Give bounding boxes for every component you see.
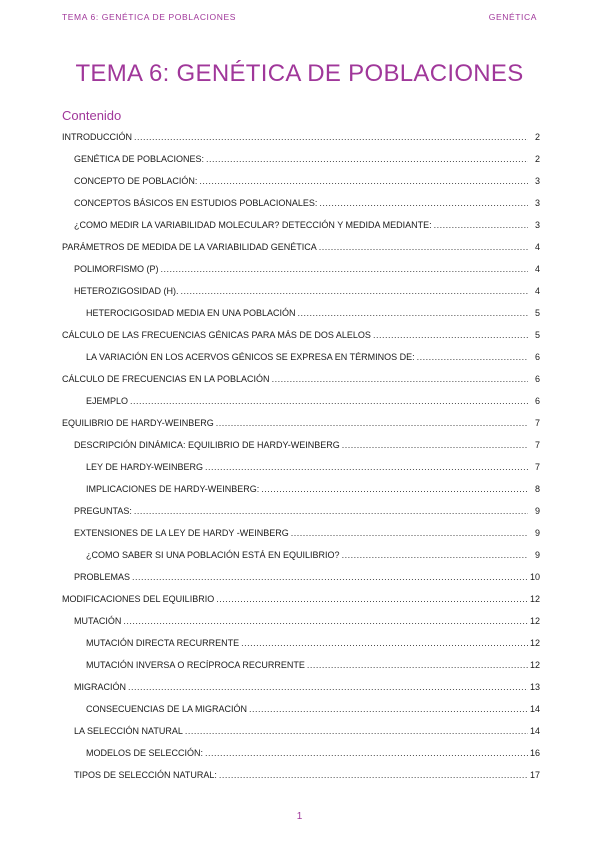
toc-entry-page: 7: [534, 440, 540, 450]
toc-entry-title: EXTENSIONES DE LA LEY DE HARDY -WEINBERG: [74, 528, 289, 538]
toc-entry-page: 7: [534, 418, 540, 428]
toc-entry[interactable]: [62, 278, 540, 300]
page-number: 1: [296, 811, 303, 822]
toc-entry-page: 12: [529, 660, 540, 670]
toc-entry-page: 7: [534, 462, 540, 472]
toc-dot-leader: [206, 153, 528, 165]
toc-entry-page: 3: [534, 198, 540, 208]
toc-entry-page: 3: [534, 176, 540, 186]
toc-entry[interactable]: [62, 234, 540, 256]
toc-entry-page: 3: [534, 220, 540, 230]
toc-dot-leader: [319, 197, 528, 209]
toc-entry-title: CONSECUENCIAS DE LA MIGRACIÓN: [86, 704, 248, 714]
toc-dot-leader: [291, 527, 528, 539]
toc-entry[interactable]: [62, 696, 540, 718]
toc-entry[interactable]: [62, 718, 540, 740]
toc-entry-page: 14: [529, 726, 540, 736]
toc-dot-leader: [134, 505, 528, 517]
toc-entry[interactable]: [62, 630, 540, 652]
page-title: TEMA 6: GENÉTICA DE POBLACIONES: [75, 60, 524, 87]
toc-entry-page: 14: [529, 704, 540, 714]
toc-dot-leader: [342, 439, 528, 451]
toc-dot-leader: [261, 483, 528, 495]
toc-dot-leader: [205, 461, 528, 473]
toc-entry[interactable]: [62, 564, 540, 586]
toc-entry-page: 6: [534, 374, 540, 384]
toc-dot-leader: [199, 175, 528, 187]
toc-entry[interactable]: [62, 608, 540, 630]
toc-entry-title: MUTACIÓN: [74, 616, 122, 626]
toc-entry[interactable]: [62, 476, 540, 498]
toc-dot-leader: [272, 373, 528, 385]
toc-entry-page: 16: [529, 748, 540, 758]
toc-dot-leader: [181, 285, 528, 297]
toc-entry[interactable]: [62, 762, 540, 784]
toc-entry[interactable]: [62, 300, 540, 322]
toc-entry[interactable]: [62, 542, 540, 564]
toc-entry-page: 4: [534, 286, 540, 296]
toc-entry-title: PROBLEMAS: [74, 572, 131, 582]
toc-entry-page: 17: [529, 770, 540, 780]
toc-entry[interactable]: [62, 674, 540, 696]
toc-entry-page: 4: [534, 264, 540, 274]
toc-dot-leader: [319, 241, 528, 253]
toc-entry-page: 10: [529, 572, 540, 582]
toc-entry-title: DESCRIPCIÓN DINÁMICA: EQUILIBRIO DE HARDY-WEINBERG: [74, 440, 340, 450]
toc-dot-leader: [205, 747, 528, 759]
toc-entry[interactable]: [62, 432, 540, 454]
toc-dot-leader: [216, 593, 528, 605]
toc-entry[interactable]: [62, 124, 540, 146]
toc-dot-leader: [216, 417, 528, 429]
table-of-contents: [62, 124, 540, 784]
toc-entry-page: 2: [534, 132, 540, 142]
toc-entry-title: CONCEPTOS BÁSICOS EN ESTUDIOS POBLACIONALES:: [74, 198, 318, 208]
toc-dot-leader: [241, 637, 528, 649]
toc-dot-leader: [130, 395, 528, 407]
toc-entry-title: INTRODUCCIÓN: [62, 132, 132, 142]
toc-entry[interactable]: [62, 652, 540, 674]
toc-entry-title: PREGUNTAS:: [74, 506, 132, 516]
toc-entry[interactable]: [62, 344, 540, 366]
contents-heading: Contenido: [62, 108, 122, 123]
toc-entry-title: TIPOS DE SELECCIÓN NATURAL:: [74, 770, 217, 780]
toc-entry[interactable]: [62, 212, 540, 234]
toc-entry-title: LEY DE HARDY-WEINBERG: [86, 462, 204, 472]
toc-entry-page: 13: [529, 682, 540, 692]
toc-dot-leader: [128, 681, 528, 693]
toc-entry-page: 6: [534, 352, 540, 362]
toc-entry-title: CONCEPTO DE POBLACIÓN:: [74, 176, 198, 186]
toc-entry-title: CÁLCULO DE FRECUENCIAS EN LA POBLACIÓN: [62, 374, 270, 384]
toc-entry[interactable]: [62, 498, 540, 520]
toc-dot-leader: [249, 703, 528, 715]
toc-entry-title: MIGRACIÓN: [74, 682, 127, 692]
toc-entry-title: MODELOS DE SELECCIÓN:: [86, 748, 204, 758]
toc-entry-title: LA SELECCIÓN NATURAL: [74, 726, 183, 736]
toc-entry[interactable]: [62, 168, 540, 190]
toc-entry-title: ¿COMO SABER SI UNA POBLACIÓN ESTÁ EN EQUILIBRIO?: [86, 550, 340, 560]
toc-entry[interactable]: [62, 410, 540, 432]
toc-entry-title: POLIMORFISMO (P): [74, 264, 159, 274]
toc-dot-leader: [373, 329, 528, 341]
toc-entry-title: MUTACIÓN INVERSA O RECÍPROCA RECURRENTE: [86, 660, 305, 670]
toc-entry-page: 2: [534, 154, 540, 164]
toc-entry[interactable]: [62, 388, 540, 410]
toc-entry[interactable]: [62, 366, 540, 388]
toc-entry[interactable]: [62, 740, 540, 762]
toc-entry-page: 5: [534, 308, 540, 318]
toc-entry[interactable]: [62, 190, 540, 212]
toc-entry-page: 9: [534, 506, 540, 516]
toc-dot-leader: [342, 549, 528, 561]
toc-entry-page: 9: [534, 550, 540, 560]
toc-dot-leader: [307, 659, 528, 671]
toc-entry-title: GENÉTICA DE POBLACIONES:: [74, 154, 205, 164]
header-right: GENÉTICA: [488, 12, 537, 22]
toc-entry[interactable]: [62, 146, 540, 168]
toc-entry-page: 12: [529, 594, 540, 604]
toc-entry[interactable]: [62, 520, 540, 542]
toc-entry-title: LA VARIACIÓN EN LOS ACERVOS GÉNICOS SE EXPRESA EN TÉRMINOS DE:: [86, 352, 415, 362]
toc-entry[interactable]: [62, 454, 540, 476]
toc-dot-leader: [434, 219, 528, 231]
toc-dot-leader: [123, 615, 528, 627]
toc-entry-title: MODIFICACIONES DEL EQUILIBRIO: [62, 594, 215, 604]
toc-entry-title: EQUILIBRIO DE HARDY-WEINBERG: [62, 418, 214, 428]
toc-entry[interactable]: [62, 256, 540, 278]
toc-entry-page: 4: [534, 242, 540, 252]
toc-dot-leader: [134, 131, 528, 143]
toc-entry-page: 6: [534, 396, 540, 406]
toc-entry-title: PARÁMETROS DE MEDIDA DE LA VARIABILIDAD GENÉTICA: [62, 242, 317, 252]
toc-entry-title: HETEROZIGOSIDAD (H).: [74, 286, 179, 296]
toc-entry-page: 8: [534, 484, 540, 494]
toc-entry-page: 12: [529, 638, 540, 648]
toc-dot-leader: [185, 725, 528, 737]
toc-dot-leader: [219, 769, 528, 781]
toc-dot-leader: [161, 263, 528, 275]
toc-entry-title: EJEMPLO: [86, 396, 129, 406]
running-header: [62, 12, 537, 22]
toc-entry[interactable]: [62, 322, 540, 344]
toc-dot-leader: [132, 571, 528, 583]
toc-entry[interactable]: [62, 586, 540, 608]
toc-entry-title: IMPLICACIONES DE HARDY-WEINBERG:: [86, 484, 260, 494]
toc-dot-leader: [298, 307, 528, 319]
toc-entry-title: HETEROCIGOSIDAD MEDIA EN UNA POBLACIÓN: [86, 308, 296, 318]
header-left: TEMA 6: GENÉTICA DE POBLACIONES: [62, 12, 237, 22]
toc-entry-title: MUTACIÓN DIRECTA RECURRENTE: [86, 638, 240, 648]
toc-entry-page: 12: [529, 616, 540, 626]
toc-entry-title: CÁLCULO DE LAS FRECUENCIAS GÉNICAS PARA MÁS DE DOS ALELOS: [62, 330, 371, 340]
toc-entry-page: 5: [534, 330, 540, 340]
toc-entry-title: ¿COMO MEDIR LA VARIABILIDAD MOLECULAR? DETECCIÓN Y MEDIDA MEDIANTE:: [74, 220, 432, 230]
toc-entry-page: 9: [534, 528, 540, 538]
toc-dot-leader: [417, 351, 528, 363]
